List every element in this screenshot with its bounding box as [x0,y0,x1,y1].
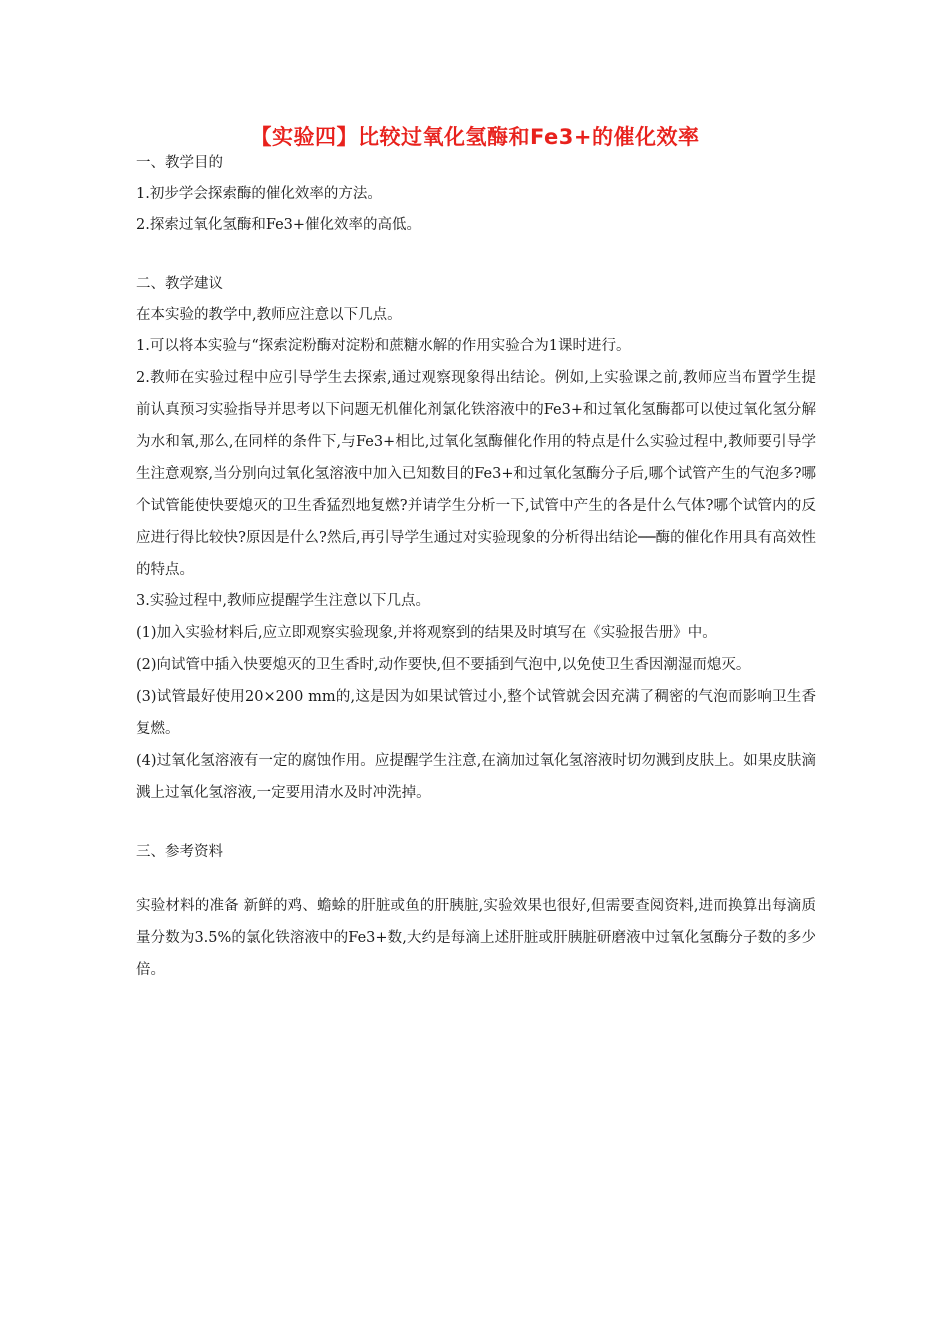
objective-item-2: 2.探索过氧化氢酶和Fe3+催化效率的高低。 [136,217,422,233]
suggestion-sub-1: (1)加入实验材料后,应立即观察实验现象,并将观察到的结果及时填写在《实验报告册》中。 [136,625,717,641]
references-body: 实验材料的准备 新鲜的鸡、蟾蜍的肝脏或鱼的肝胰脏,实验效果也很好,但需要查阅资料,进而换算出每滴质量分数为3.5%的氯化铁溶液中的Fe3+数,大约是每滴上述肝脏或肝胰脏研磨液中过氧化氢酶分子数的多少倍。 [136,898,816,978]
suggestion-item-3: 3.实验过程中,教师应提醒学生注意以下几点。 [136,593,430,609]
section-heading-objectives: 一、教学目的 [136,155,223,171]
section-heading-references: 三、参考资料 [136,844,223,860]
suggestion-sub-2: (2)向试管中插入快要熄灭的卫生香时,动作要快,但不要插到气泡中,以免使卫生香因潮湿而熄灭。 [136,657,751,673]
document-body [136,148,816,986]
section-heading-suggestions: 二、教学建议 [136,276,223,292]
suggestion-sub-3: (3)试管最好使用20×200 mm的,这是因为如果试管过小,整个试管就会因充满了稠密的气泡而影响卫生香复燃。 [136,689,816,737]
suggestion-item-2: 2.教师在实验过程中应引导学生去探索,通过观察现象得出结论。例如,上实验课之前,教师应当布置学生提前认真预习实验指导并思考以下问题无机催化剂氯化铁溶液中的Fe3+和过氧化氢酶都可以使过氧化氢分解为水和氧,那么,在同样的条件下,与Fe3+相比,过氧化氢酶催化作用的特点是什么实验过程中,教师要引导学生注意观察,当分别向过氧化氢溶液中加入已知数目的Fe3+和过氧化氢酶分子后,哪个试管产生的气泡多?哪个试管能使快要熄灭的卫生香猛烈地复燃?并请学生分析一下,试管中产生的各是什么气体?哪个试管内的反应进行得比较快?原因是什么?然后,再引导学生通过对实验现象的分析得出结论──酶的催化作用具有高效性的特点。 [136,370,816,578]
suggestion-item-1: 1.可以将本实验与“探索淀粉酶对淀粉和蔗糖水解的作用实验合为1课时进行。 [136,338,631,354]
objective-item-1: 1.初步学会探索酶的催化效率的方法。 [136,186,382,202]
document-title: 【实验四】比较过氧化氢酶和Fe3+的催化效率 [250,125,700,149]
suggestion-sub-4: (4)过氧化氢溶液有一定的腐蚀作用。应提醒学生注意,在滴加过氧化氢溶液时切勿溅到皮肤上。如果皮肤滴溅上过氧化氢溶液,一定要用清水及时冲洗掉。 [136,753,816,801]
suggestions-intro: 在本实验的教学中,教师应注意以下几点。 [136,307,402,323]
